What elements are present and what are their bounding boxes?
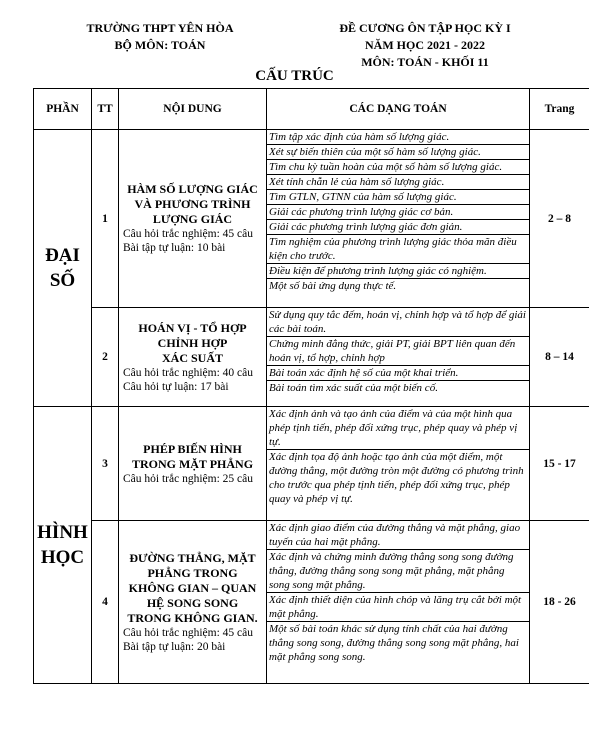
problem-type-text: Tìm chu kỳ tuần hoàn của một số hàm số lượng giác.	[267, 160, 529, 175]
content-info-line: Bài tập tự luận: 20 bài	[123, 640, 226, 653]
subject-grade: MÔN: TOÁN - KHỐI 11	[361, 55, 489, 69]
table-row	[34, 407, 589, 521]
content-title-line: KHÔNG GIAN – QUAN	[128, 580, 257, 595]
table-header-row	[34, 89, 589, 130]
page-range: 8 – 14	[530, 308, 589, 407]
table-row	[34, 308, 589, 407]
content-title-line: ĐƯỜNG THẲNG, MẶT	[129, 550, 256, 565]
section-name-line: HỌC	[40, 547, 85, 568]
column-header: Trang	[530, 89, 589, 130]
content-title-line: HÀM SỐ LƯỢNG GIÁC	[127, 182, 258, 196]
problem-type-item	[267, 337, 529, 366]
problem-type-text: Xét sự biến thiên của một số hàm số lượng giác.	[267, 145, 529, 160]
problem-type-item	[267, 407, 529, 450]
problem-type-item	[267, 550, 529, 593]
problem-type-text: Xét tính chẵn lẻ của hàm số lượng giác.	[267, 175, 529, 190]
page-range: 18 - 26	[530, 521, 589, 684]
row-number: 3	[92, 407, 119, 521]
problem-types-cell	[267, 130, 530, 308]
content-title-line: TRONG KHÔNG GIAN.	[127, 610, 258, 625]
table-row	[34, 130, 589, 308]
row-number: 1	[92, 130, 119, 308]
problem-type-item	[267, 366, 529, 381]
row-number: 4	[92, 521, 119, 684]
problem-type-text: Xác định và chứng minh đường thẳng song song đường thẳng, đường thẳng song song mặt phẳng, mặt phẳng song song mặt phẳng.	[267, 550, 529, 593]
content-title-line: VÀ PHƯƠNG TRÌNH	[134, 197, 251, 211]
column-header: NỘI DUNG	[119, 89, 267, 130]
problem-types-cell	[267, 407, 530, 521]
problem-type-item	[267, 175, 529, 190]
problem-type-text: Xác định ảnh và tạo ảnh của điểm và của một hình qua phép tịnh tiến, phép đối xứng trục, phép quay và phép vị tự.	[267, 407, 529, 450]
content-title-line: CHỈNH HỢP	[157, 335, 228, 350]
content-title-line: TRONG MẶT PHẲNG	[131, 456, 254, 471]
page-title: CẤU TRÚC	[255, 68, 334, 84]
content-info-line: Câu hỏi trắc nghiệm: 40 câu	[123, 366, 253, 379]
column-header: TT	[92, 89, 119, 130]
school-header	[60, 20, 260, 54]
problem-types-cell	[267, 308, 530, 407]
problem-type-text: Giải các phương trình lượng giác đơn giản.	[267, 220, 529, 235]
problem-type-item	[267, 190, 529, 205]
document-title: ĐỀ CƯƠNG ÔN TẬP HỌC KỲ I	[339, 21, 511, 35]
problem-type-item	[267, 593, 529, 622]
content-cell	[119, 308, 267, 407]
problem-types-cell	[267, 521, 530, 684]
problem-type-text: Một số bài toán khác sử dụng tính chất của hai đường thẳng song song, đường thẳng song song mặt phẳng, hai mặt phẳng song song.	[269, 623, 519, 663]
document-header	[300, 20, 550, 71]
problem-type-item	[267, 264, 529, 279]
content-info-line: Câu hỏi trắc nghiệm: 25 câu	[123, 472, 253, 485]
section-name-line: HÌNH	[37, 522, 88, 543]
problem-type-text: Điều kiện để phương trình lượng giác có nghiệm.	[267, 264, 529, 279]
problem-type-text: Xác định tọa độ ảnh hoặc tạo ảnh của một điểm, một đường thẳng, một đường tròn một đường có phương trình cho trước qua phép tịnh tiến, phép đối xứng trục, phép quay và phép vị tự.	[269, 451, 524, 505]
structure-table	[33, 88, 589, 684]
content-title-line: PHẲNG TRONG	[147, 565, 238, 580]
problem-type-item	[267, 205, 529, 220]
problem-type-text: Một số bài ứng dụng thực tế.	[269, 280, 397, 292]
problem-type-text: Bài toán tìm xác suất của một biến cố.	[269, 382, 438, 394]
department-name: BỘ MÔN: TOÁN	[114, 38, 206, 52]
problem-type-text: Chứng minh đẳng thức, giải PT, giải BPT liên quan đến hoán vị, tổ hợp, chỉnh hợp	[267, 337, 529, 366]
column-header: CÁC DẠNG TOÁN	[267, 89, 530, 130]
content-info-line: Câu hỏi tự luận: 17 bài	[123, 380, 229, 393]
problem-type-item	[267, 521, 529, 550]
problem-type-item	[267, 279, 529, 294]
row-number: 2	[92, 308, 119, 407]
problem-type-text: Xác định giao điểm của đường thẳng và mặt phẳng, giao tuyến của hai mặt phẳng.	[267, 521, 529, 550]
problem-type-text: Tìm GTLN, GTNN của hàm số lượng giác.	[267, 190, 529, 205]
problem-type-item	[267, 160, 529, 175]
content-cell	[119, 407, 267, 521]
problem-type-item	[267, 381, 529, 396]
problem-type-text: Sử dụng quy tắc đếm, hoán vị, chỉnh hợp và tổ hợp để giải các bài toán.	[267, 308, 529, 337]
content-info-line: Câu hỏi trắc nghiệm: 45 câu	[123, 228, 253, 240]
content-title-line: HOÁN VỊ - TỔ HỢP	[138, 320, 247, 335]
problem-type-text: Tìm nghiệm của phương trình lượng giác thỏa mãn điều kiện cho trước.	[267, 235, 529, 264]
content-info-line: Bài tập tự luận: 10 bài	[123, 242, 226, 254]
column-header: PHẦN	[34, 89, 92, 130]
content-cell	[119, 130, 267, 308]
page-range: 15 - 17	[530, 407, 589, 521]
content-cell	[119, 521, 267, 684]
content-title-line: PHÉP BIẾN HÌNH	[143, 441, 242, 456]
section-name	[34, 130, 92, 407]
problem-type-item	[267, 220, 529, 235]
content-title-line: HỆ SONG SONG	[146, 595, 239, 610]
section-name	[34, 407, 92, 684]
page-range: 2 – 8	[530, 130, 589, 308]
school-name: TRƯỜNG THPT YÊN HÒA	[86, 21, 234, 35]
problem-type-item	[267, 450, 529, 507]
section-name-line: SỐ	[49, 270, 76, 291]
content-info-line: Câu hỏi trắc nghiệm: 45 câu	[123, 626, 253, 639]
table-row	[34, 521, 589, 684]
school-year: NĂM HỌC 2021 - 2022	[365, 38, 485, 52]
problem-type-item	[267, 622, 529, 665]
problem-type-item	[267, 145, 529, 160]
section-name-line: ĐẠI	[45, 245, 80, 266]
problem-type-text: Tìm tập xác định của hàm số lượng giác.	[267, 130, 529, 145]
problem-type-item	[267, 308, 529, 337]
problem-type-item	[267, 130, 529, 145]
content-title-line: XÁC SUẤT	[161, 350, 223, 365]
problem-type-text: Bài toán xác định hệ số của một khai triển.	[267, 366, 529, 381]
content-title-line: LƯỢNG GIÁC	[152, 212, 233, 226]
problem-type-text: Giải các phương trình lượng giác cơ bản.	[267, 205, 529, 220]
problem-type-text: Xác định thiết diện của hình chóp và lăng trụ cắt bởi một mặt phẳng.	[267, 593, 529, 622]
problem-type-item	[267, 235, 529, 264]
